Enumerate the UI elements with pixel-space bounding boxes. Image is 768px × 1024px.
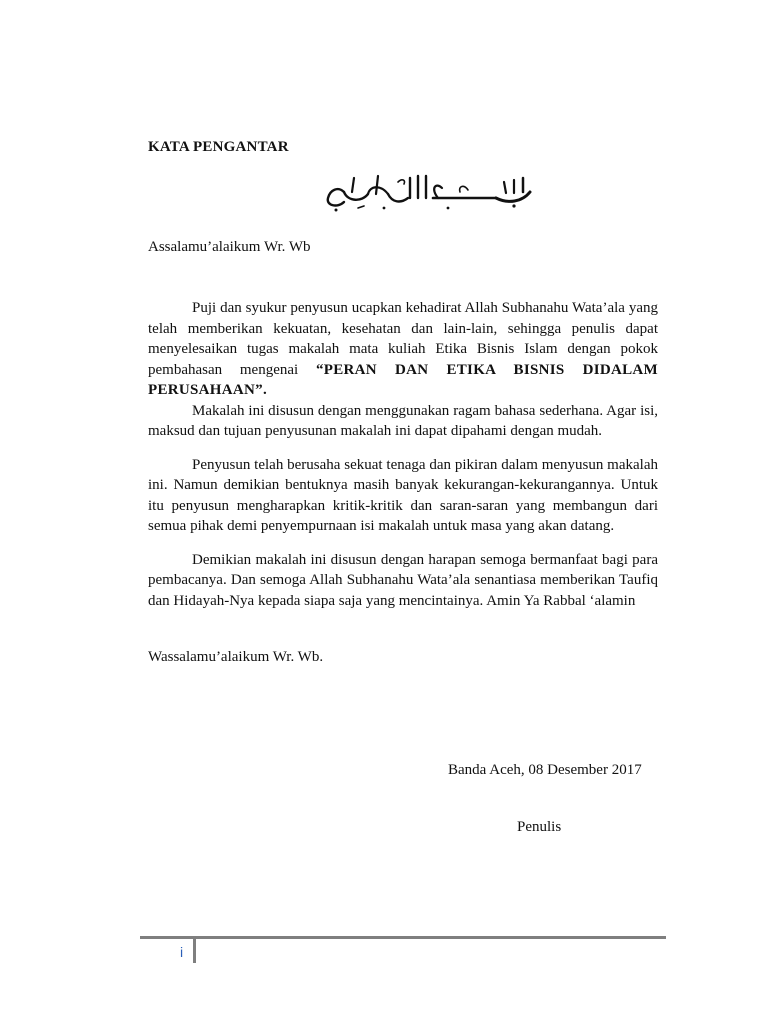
page-number: i xyxy=(180,944,184,960)
closing-salutation: Wassalamu’alaikum Wr. Wb. xyxy=(148,649,324,665)
bismillah-calligraphy xyxy=(318,168,538,214)
emphasis-title: “PERAN DAN ETIKA BISNIS DIDALAM PERUSAHAAN”. xyxy=(148,361,658,398)
place-date: Banda Aceh, 08 Desember 2017 xyxy=(448,762,642,778)
greeting: Assalamu’alaikum Wr. Wb xyxy=(148,239,311,255)
paragraph-2: Makalah ini disusun dengan menggunakan ragam bahasa sederhana. Agar isi, maksud dan tujuan penyusunan makalah ini dapat dipahami dengan mudah. xyxy=(148,402,658,439)
footer-rule xyxy=(140,936,666,939)
page-title: KATA PENGANTAR xyxy=(148,139,289,155)
author-signature: Penulis xyxy=(517,819,562,835)
footer-divider-tick xyxy=(193,939,196,963)
paragraph-3: Penyusun telah berusaha sekuat tenaga dan pikiran dalam menyusun makalah ini. Namun demikian bentuknya masih banyak kekurangan-kekurangannya. Untuk itu penyusun mengharapkan kritik-kritik dan saran-saran yang membangun dari semua pihak demi penyempurnaan isi makalah untuk masa yang akan datang. xyxy=(148,456,658,534)
paragraph-4: Demikian makalah ini disusun dengan harapan semoga bermanfaat bagi para pembacanya. Dan semoga Allah Subhanahu Wata’ala senantiasa memberikan Taufiq dan Hidayah-Nya kepada siapa saja yang mencintainya. Amin Ya Rabbal ‘alamin xyxy=(148,551,658,609)
body-text xyxy=(148,298,658,611)
paragraph-1: Puji dan syukur penyusun ucapkan kehadirat Allah Subhanahu Wata’ala yang telah memberikan kekuatan, kesehatan dan lain-lain, sehingga penulis dapat menyelesaikan tugas makalah mata kuliah Etika Bisnis Islam dengan pokok pembahasan mengenai “PERAN DAN ETIKA BISNIS DIDALAM PERUSAHAAN”. xyxy=(148,300,658,398)
